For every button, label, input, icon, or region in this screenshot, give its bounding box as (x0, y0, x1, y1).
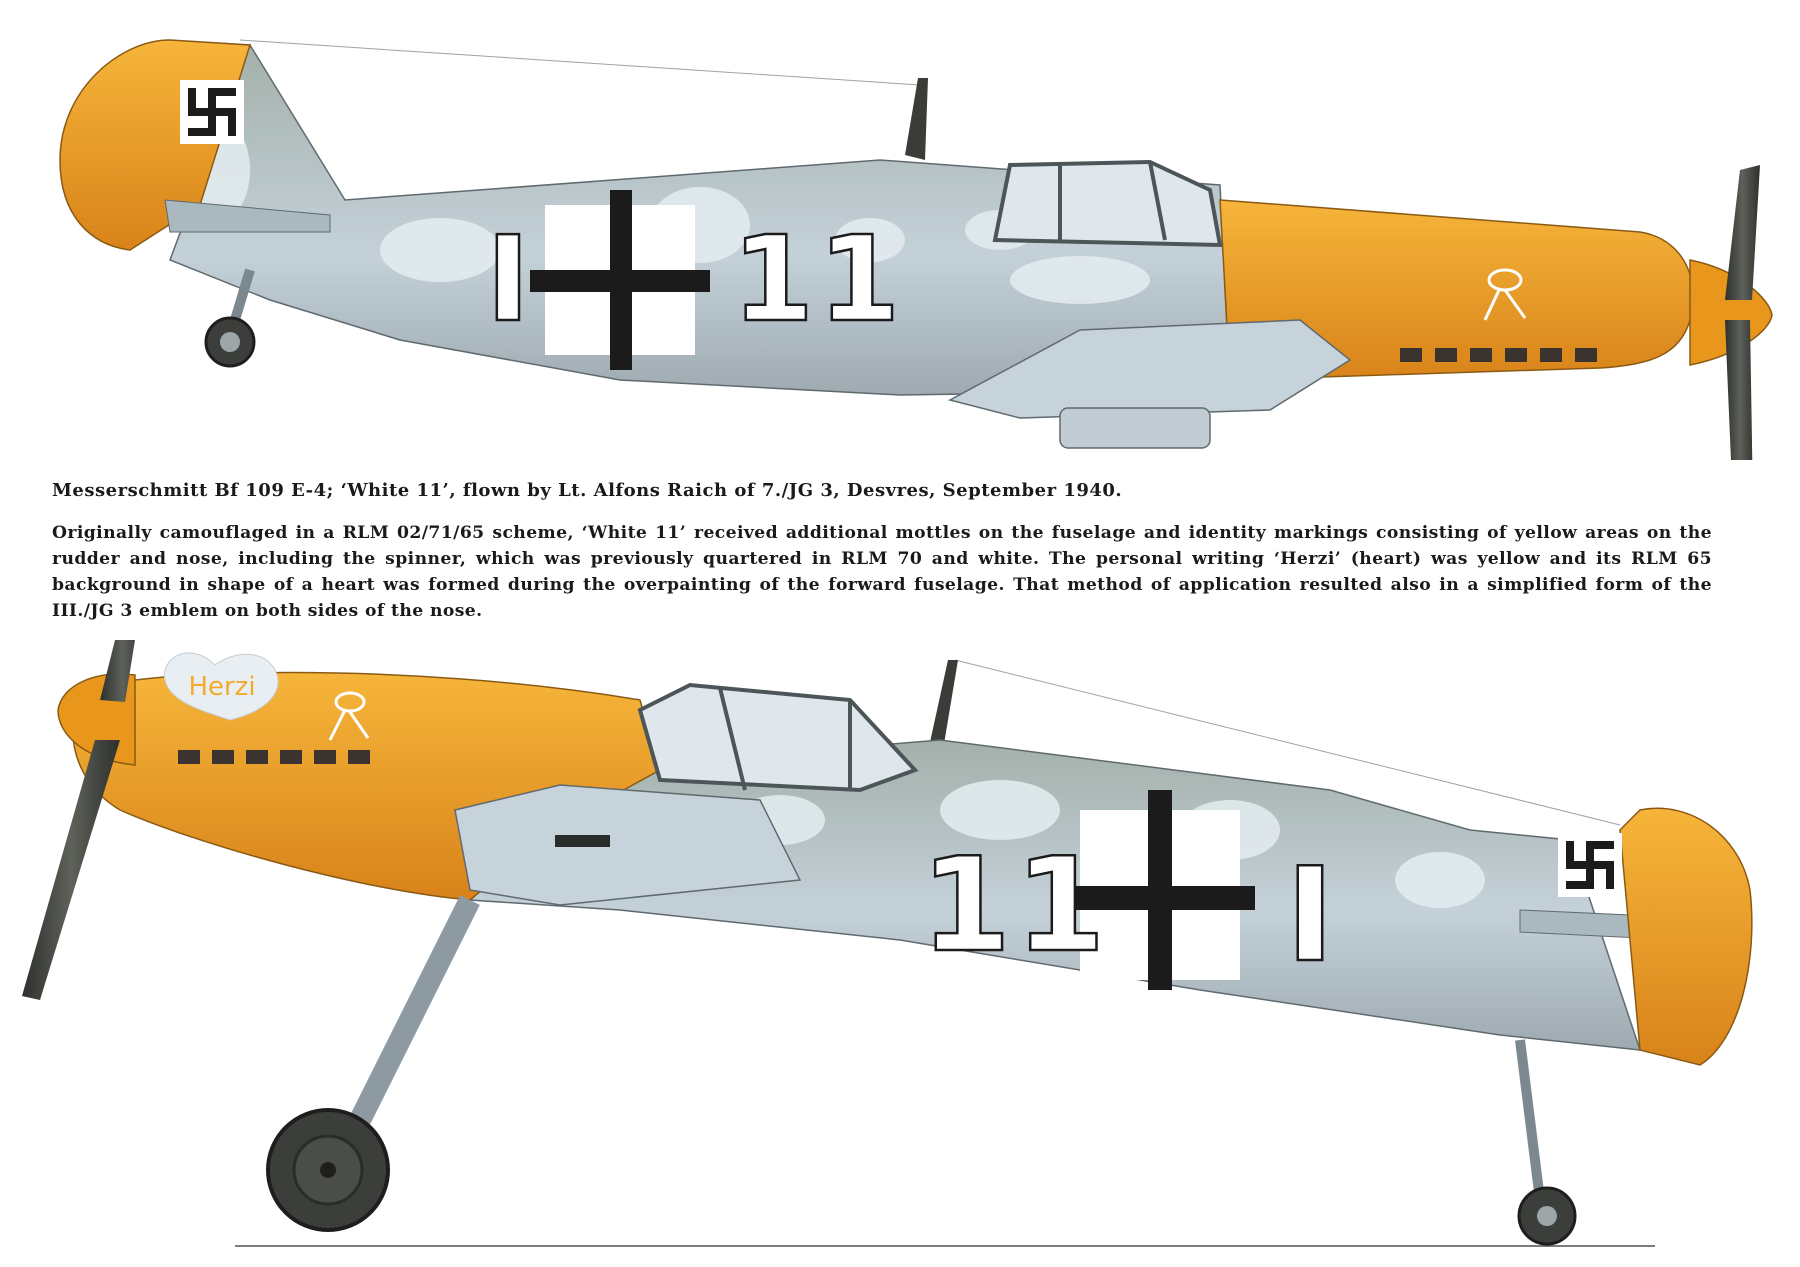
profile-title: Messerschmitt Bf 109 E-4; ‘White 11’, flown by Lt. Alfons Raich of 7./JG 3, Desvres, September 1940. (52, 480, 1123, 501)
aerial-wire (240, 40, 920, 85)
tail-marking (1558, 833, 1622, 897)
flap-fairing (1060, 408, 1210, 448)
profile-description: Originally camouflaged in a RLM 02/71/65 scheme, ‘White 11’ received additional mottles on the fuselage and identity markings consisting of yellow areas on the rudder and nose, including the spinner, which was previously quartered in RLM 70 and white. The personal writing ‘Herzi’ (heart) was yellow and its RLM 65 background in shape of a heart was formed during the overpainting of the forward fuselage. That method of application resulted also in a simplified form of the III./JG 3 emblem on both sides of the nose. (52, 523, 1712, 621)
propeller-blade-upper (1725, 165, 1760, 300)
aircraft-numeral: 11 (731, 210, 905, 348)
fuselage-cross (530, 190, 710, 370)
tail-strut (1520, 1040, 1540, 1200)
gun-slot (555, 835, 610, 847)
tail-marking (180, 80, 244, 144)
canopy (995, 162, 1220, 245)
propeller-blade-lower (22, 740, 120, 1000)
main-gear-strut (360, 900, 470, 1120)
aircraft-profile-port (0, 640, 1800, 1267)
gruppe-bar: I (486, 210, 530, 348)
aircraft-profile-starboard (0, 0, 1800, 460)
rudder (1620, 808, 1752, 1065)
gruppe-bar: I (1285, 839, 1335, 991)
heart-text: Herzi (188, 672, 256, 702)
aircraft-numeral: 11 (920, 829, 1110, 981)
antenna-mast (905, 78, 928, 160)
canopy (640, 685, 915, 790)
